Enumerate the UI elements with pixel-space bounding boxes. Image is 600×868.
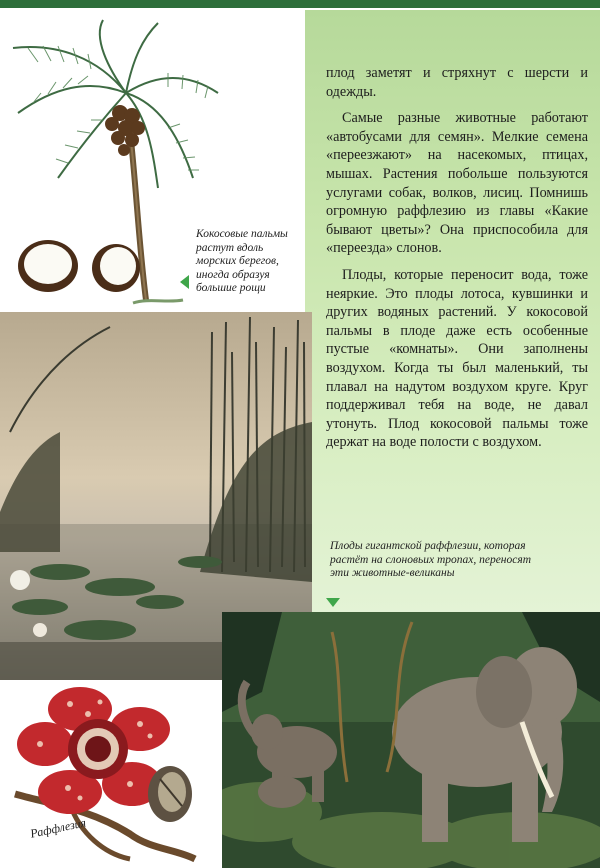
paragraph-2: Самые разные животные работают «автобусами для семян». Мелкие семена «переезжают» на насекомых, птицах, мышах. Растения побольше пользуются услугами собак, волков, лисиц. Помнишь огромную раффлезию из главы «Какие бывают цветы»? Она приспособила для «переезда» слонов. (326, 110, 588, 257)
paragraph-1: плод заметят и стряхнут с шерсти и одежды. (326, 65, 588, 100)
main-text (326, 64, 588, 460)
elephants-illustration (222, 612, 600, 868)
palm-caption: Кокосовые пальмы растут вдоль морских берегов, иногда образуя большие рощи (196, 228, 288, 294)
paragraph-3: Плоды, которые переносит вода, тоже неяркие. Это плоды лотоса, кувшинки и других водяных растений. У кокосовой пальмы в плоде даже есть особенные пустые «комнаты». Они заполнены воздухом. Когда ты был маленький, ты плавал на надутом воздухом круге. Круг поддерживал тебя на воде, не давал утонуть. Плод кокосовой пальмы тоже держат на воде полости с воздухом. (326, 266, 588, 451)
top-band (0, 0, 600, 8)
triangle-down-icon (326, 598, 340, 607)
triangle-left-icon (180, 275, 189, 289)
rafflesia-label: Раффлезия (29, 815, 88, 841)
rafflesia-caption: Плоды гигантской раффлезии, которая растёт на слоновьих тропах, переносят эти животные-великаны (330, 540, 532, 579)
coconut-palm-illustration (8, 18, 228, 308)
